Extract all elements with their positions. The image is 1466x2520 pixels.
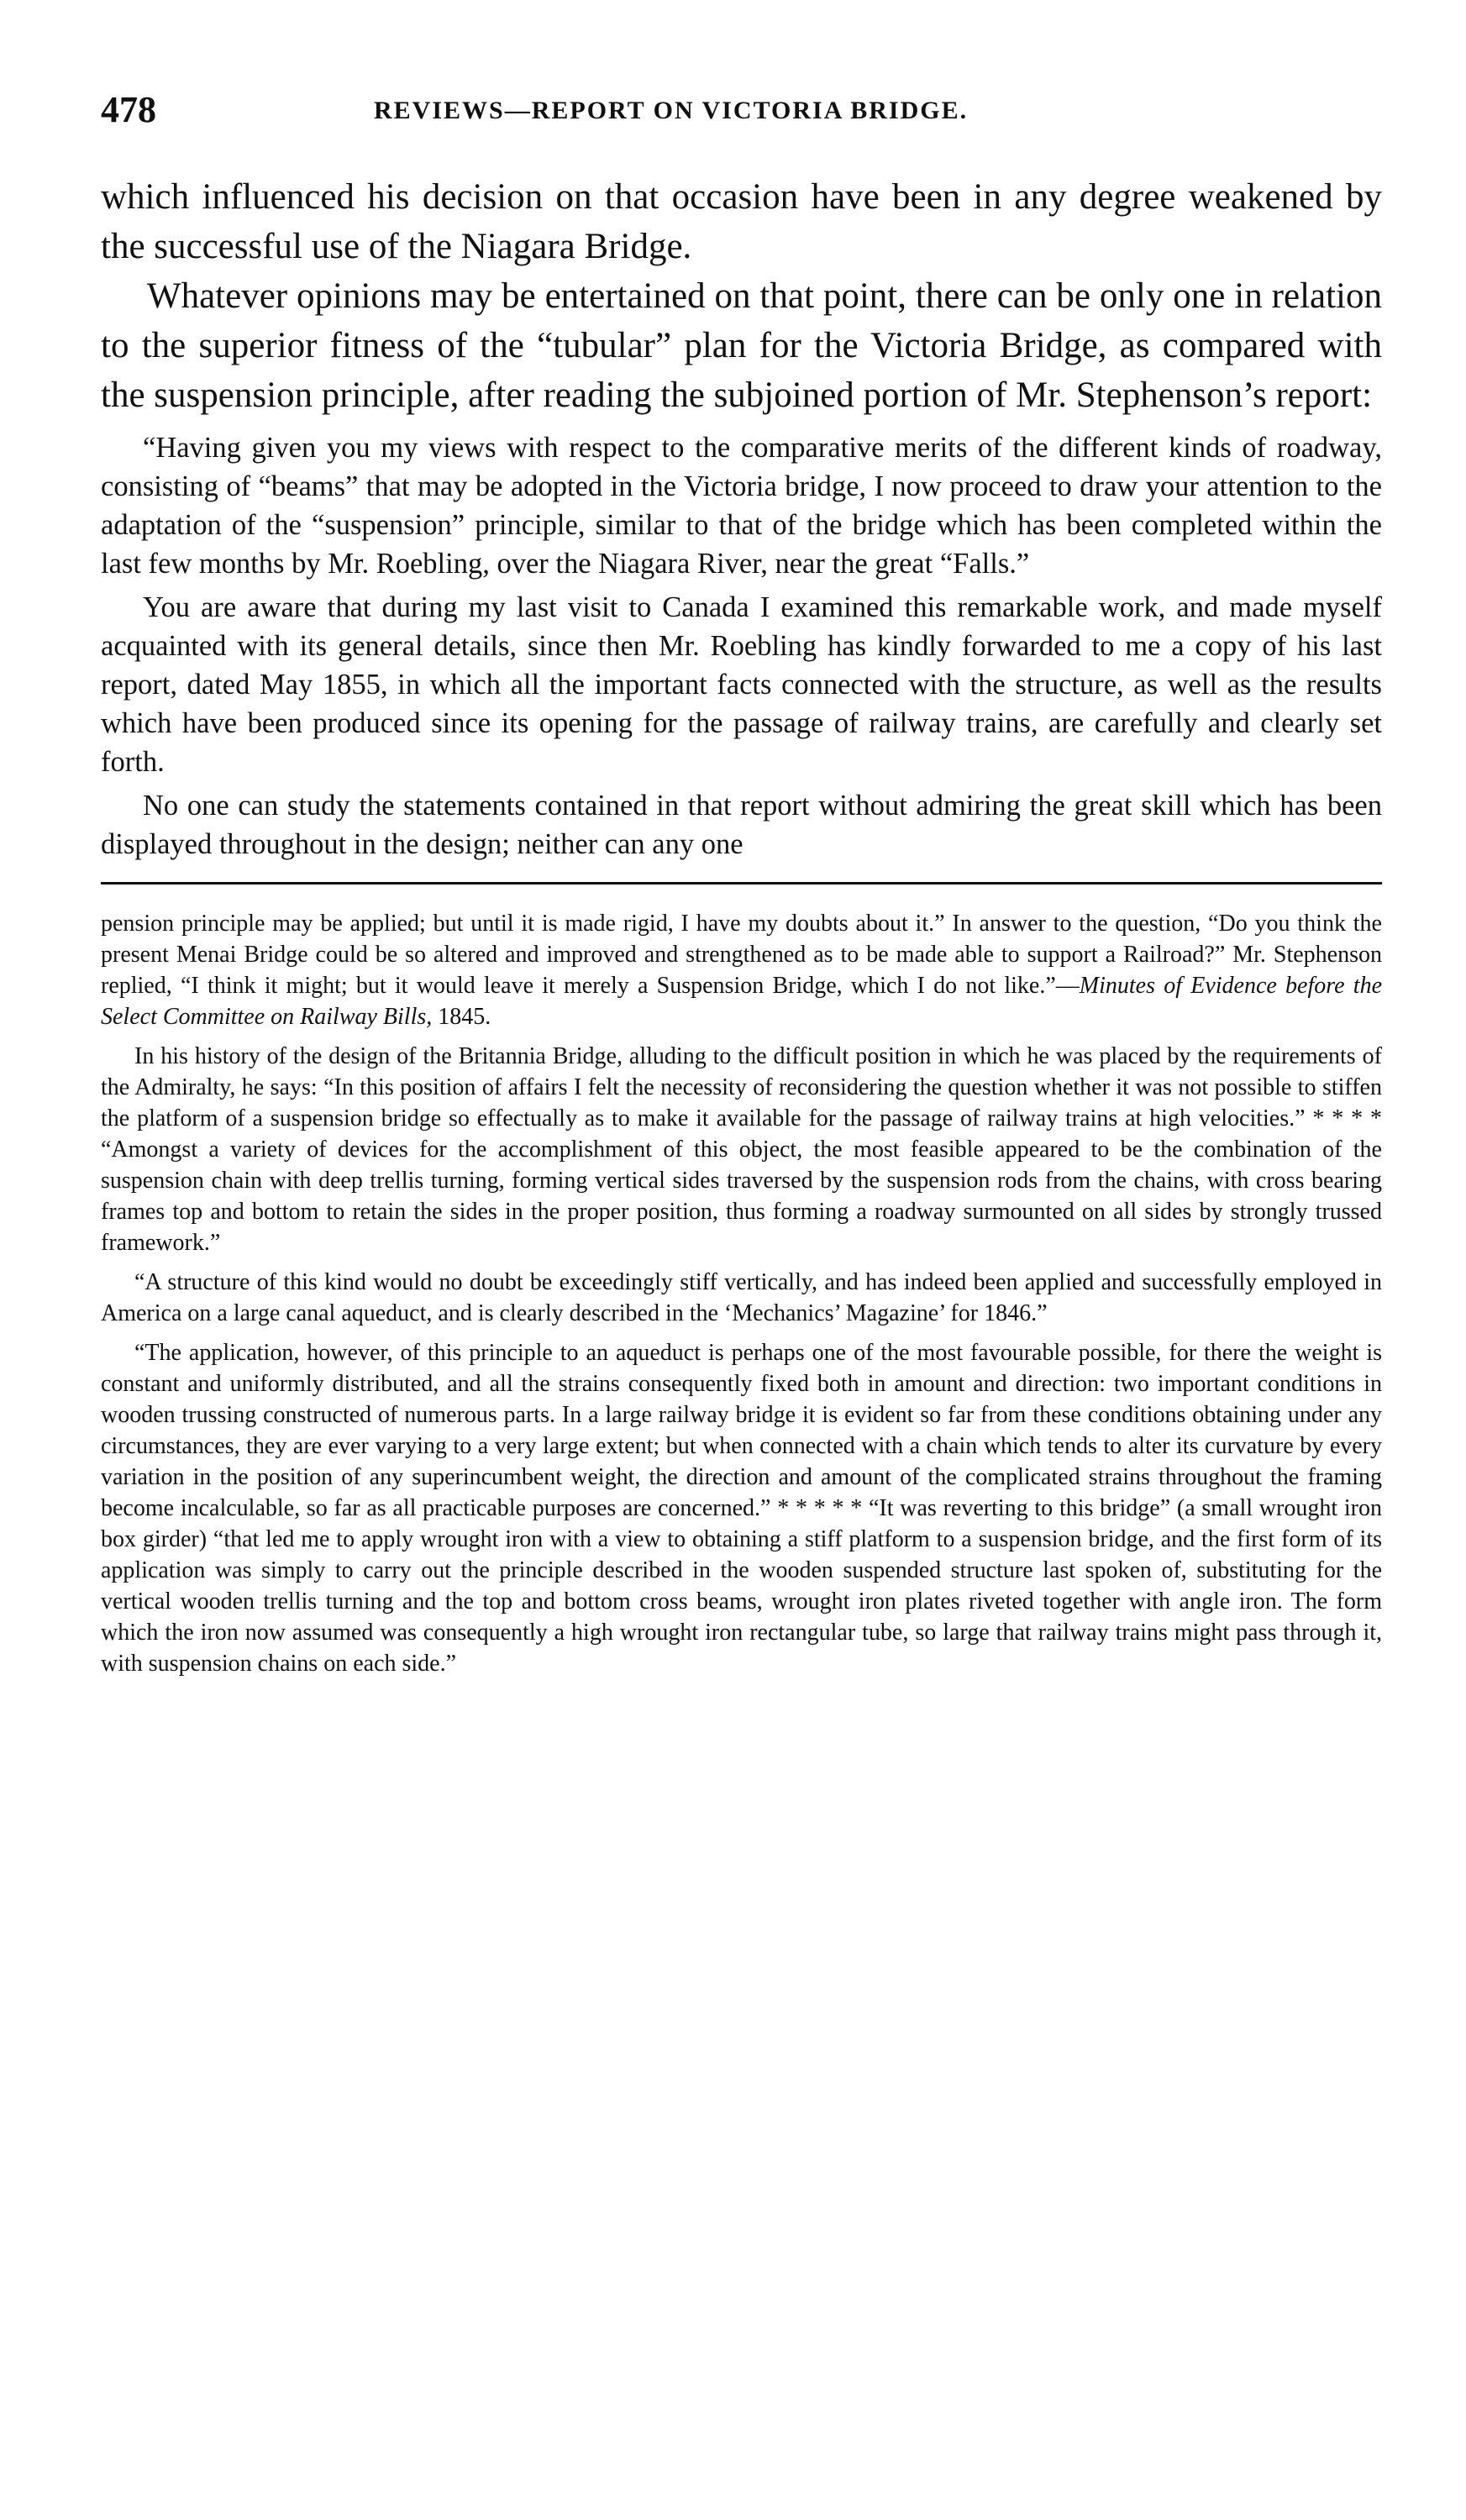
footnote-year: 1845.	[432, 1004, 491, 1030]
book-page	[101, 88, 1382, 1679]
footnote-paragraph: In his history of the design of the Britannia Bridge, alluding to the difficult position in which he was placed by the requirements of the Admiralty, he says: “In this position of affairs I felt the necessity of reconsidering the question whether it was not possible to stiffen the platform of a suspension bridge so effectually as to make it available for the passage of railway trains at high velocities.” * * * * “Amongst a variety of devices for the accomplishment of this object, the most feasible appeared to be the combination of the suspension chain with deep trellis turning, forming vertical sides traversed by the suspension rods from the chains, with cross bearing frames top and bottom to retain the sides in the proper position, thus forming a roadway surmounted on all sides by strongly trussed framework.”	[101, 1043, 1382, 1256]
quote-paragraph: No one can study the statements contained in that report without admiring the great skill which has been displayed throughout in the design; neither can any one	[101, 790, 1382, 860]
body-paragraph: which influenced his decision on that occasion have been in any degree weakened by the successful use of the Niagara Bridge.	[101, 177, 1382, 266]
main-text	[101, 172, 1382, 420]
footnote-paragraph	[101, 908, 1382, 1032]
footnote-citation: Minutes of Evidence before the Select Committee on Railway Bills,	[101, 973, 1382, 1030]
quote-paragraph: You are aware that during my last visit to Canada I examined this remarkable work, and made myself acquainted with its general details, since then Mr. Roebling has kindly forwarded to me a copy of his last report, dated May 1855, in which all the important facts connected with the structure, as well as the results which have been produced since its opening for the passage of railway trains, are carefully and clearly set forth.	[101, 591, 1382, 778]
footnote-paragraph: “The application, however, of this principle to an aqueduct is perhaps one of the most favourable possible, for there the weight is constant and uniformly distributed, and all the strains consequently fixed both in amount and direction: two important conditions in wooden trussing constructed of numerous parts. In a large railway bridge it is evident so far from these conditions obtaining under any circumstances, they are ever varying to a very large extent; but when connected with a chain which tends to alter its curvature by every variation in the position of any superincumbent weight, the direction and amount of the complicated strains throughout the framing become incalculable, so far as all practicable purposes are concerned.” * * * * * “It was reverting to this bridge” (a small wrought iron box girder) “that led me to apply wrought iron with a view to obtaining a stiff platform to a suspension bridge, and the first form of its application was simply to carry out the principle described in the wooden suspended structure last spoken of, substituting for the vertical wooden trellis turning and the top and bottom cross beams, wrought iron plates riveted together with angle iron. The form which the iron now assumed was consequently a high wrought iron rectangular tube, so large that railway trains might pass through it, with suspension chains on each side.”	[101, 1340, 1382, 1677]
running-title: REVIEWS—REPORT ON VICTORIA BRIDGE.	[374, 97, 969, 124]
body-paragraph: Whatever opinions may be entertained on that point, there can be only one in relation to the superior fitness of the “tubular” plan for the Victoria Bridge, as compared with the suspension principle, after reading the subjoined portion of Mr. Stephenson’s report:	[101, 276, 1382, 415]
footnote-text: pension principle may be applied; but until it is made rigid, I have my doubts about it.” In answer to the question, “Do you think the present Menai Bridge could be so altered and improved and strengthened as to be made able to support a Railroad?” Mr. Stephenson replied, “I think it might; but it would leave it merely a Suspension Bridge, which I do not like.”—	[101, 911, 1382, 999]
page-number: 478	[101, 89, 156, 130]
footnote-paragraph: “A structure of this kind would no doubt be exceedingly stiff vertically, and has indeed been applied and successfully employed in America on a large canal aqueduct, and is clearly described in the ‘Mechanics’ Magazine’ for 1846.”	[101, 1269, 1382, 1326]
running-head	[101, 88, 1382, 139]
footnote	[101, 908, 1382, 1679]
footnote-divider	[101, 882, 1382, 885]
quote-paragraph: “Having given you my views with respect to the comparative merits of the different kinds of roadway, consisting of “beams” that may be adopted in the Victoria bridge, I now proceed to draw your attention to the adaptation of the “suspension” principle, similar to that of the bridge which has been completed within the last few months by Mr. Roebling, over the Niagara River, near the great “Falls.”	[101, 432, 1382, 580]
report-quotation	[101, 428, 1382, 864]
